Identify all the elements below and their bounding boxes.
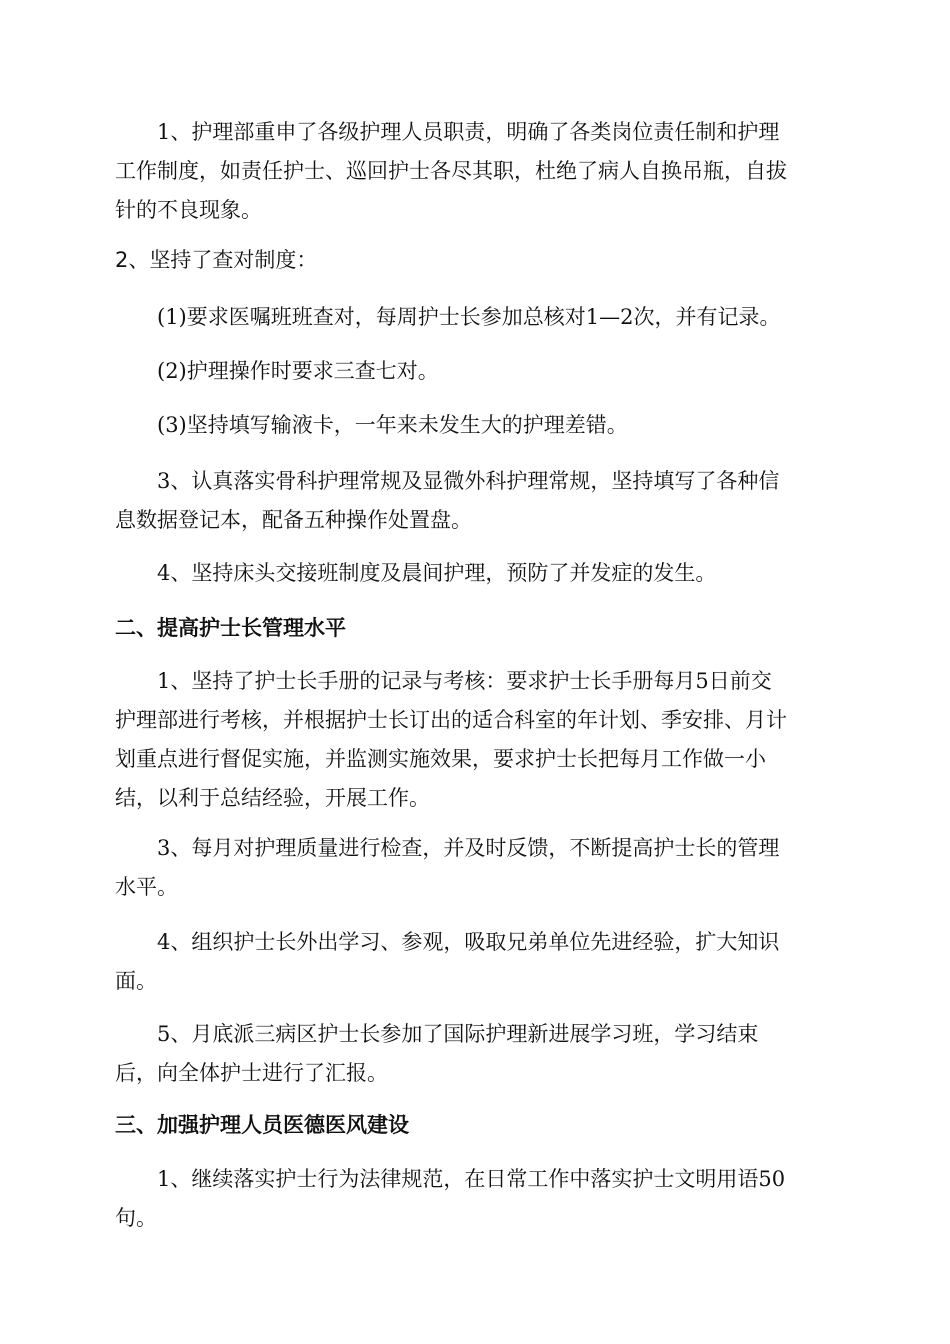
- text-line: 针的不良现象。: [115, 198, 262, 222]
- text-line: 护理部进行考核，并根据护士长订出的适合科室的年计划、季安排、月计: [115, 708, 787, 732]
- text-line: 句。: [115, 1206, 157, 1230]
- paragraph-s1-item2-sub3: [115, 406, 840, 445]
- text-line: 1、继续落实护士行为法律规范，在日常工作中落实护士文明用语50: [115, 1167, 786, 1191]
- text-line: 3、每月对护理质量进行检查，并及时反馈，不断提高护士长的管理: [115, 836, 780, 860]
- paragraph-s1-item4: [115, 554, 840, 593]
- text-line: 4、组织护士长外出学习、参观，吸取兄弟单位先进经验，扩大知识: [115, 930, 780, 954]
- paragraph-s1-item2: [115, 241, 840, 280]
- text-line: 工作制度，如责任护士、巡回护士各尽其职，杜绝了病人自换吊瓶，自拔: [115, 159, 787, 183]
- text-line: 3、认真落实骨科护理常规及显微外科护理常规，坚持填写了各种信: [115, 469, 780, 493]
- text-line: 5、月底派三病区护士长参加了国际护理新进展学习班，学习结束: [115, 1022, 759, 1046]
- text-line: 4、坚持床头交接班制度及晨间护理，预防了并发症的发生。: [115, 561, 717, 585]
- section-heading-3: 三、加强护理人员医德医风建设: [115, 1112, 409, 1137]
- paragraph-s2-item5: [115, 1015, 840, 1093]
- paragraph-s2-item1: [115, 662, 840, 818]
- text-line: (3)坚持填写输液卡，一年来未发生大的护理差错。: [115, 413, 628, 437]
- text-line: 结，以利于总结经验，开展工作。: [115, 786, 430, 810]
- paragraph-s2-item3: [115, 829, 840, 907]
- paragraph-s1-item3: [115, 462, 840, 540]
- text-line: 水平。: [115, 875, 178, 899]
- text-line: 划重点进行督促实施，并监测实施效果，要求护士长把每月工作做一小: [115, 747, 766, 771]
- text-line: (2)护理操作时要求三查七对。: [115, 359, 439, 383]
- text-line: 1、坚持了护士长手册的记录与考核：要求护士长手册每月5日前交: [115, 669, 772, 693]
- paragraph-s1-item2-sub2: [115, 352, 840, 391]
- section-heading-2: 二、提高护士长管理水平: [115, 615, 346, 640]
- paragraph-s1-item1: [115, 113, 840, 230]
- paragraph-s1-item2-sub1: [115, 298, 840, 337]
- text-line: 息数据登记本，配备五种操作处置盘。: [115, 508, 472, 532]
- text-line: 2、坚持了查对制度：: [115, 248, 318, 272]
- text-line: 面。: [115, 969, 157, 993]
- paragraph-s2-item4: [115, 923, 840, 1001]
- text-line: (1)要求医嘱班班查对，每周护士长参加总核对1—2次，并有记录。: [115, 305, 781, 329]
- text-line: 1、护理部重申了各级护理人员职责，明确了各类岗位责任制和护理: [115, 120, 780, 144]
- paragraph-s3-item1: [115, 1160, 840, 1238]
- text-line: 后，向全体护士进行了汇报。: [115, 1061, 388, 1085]
